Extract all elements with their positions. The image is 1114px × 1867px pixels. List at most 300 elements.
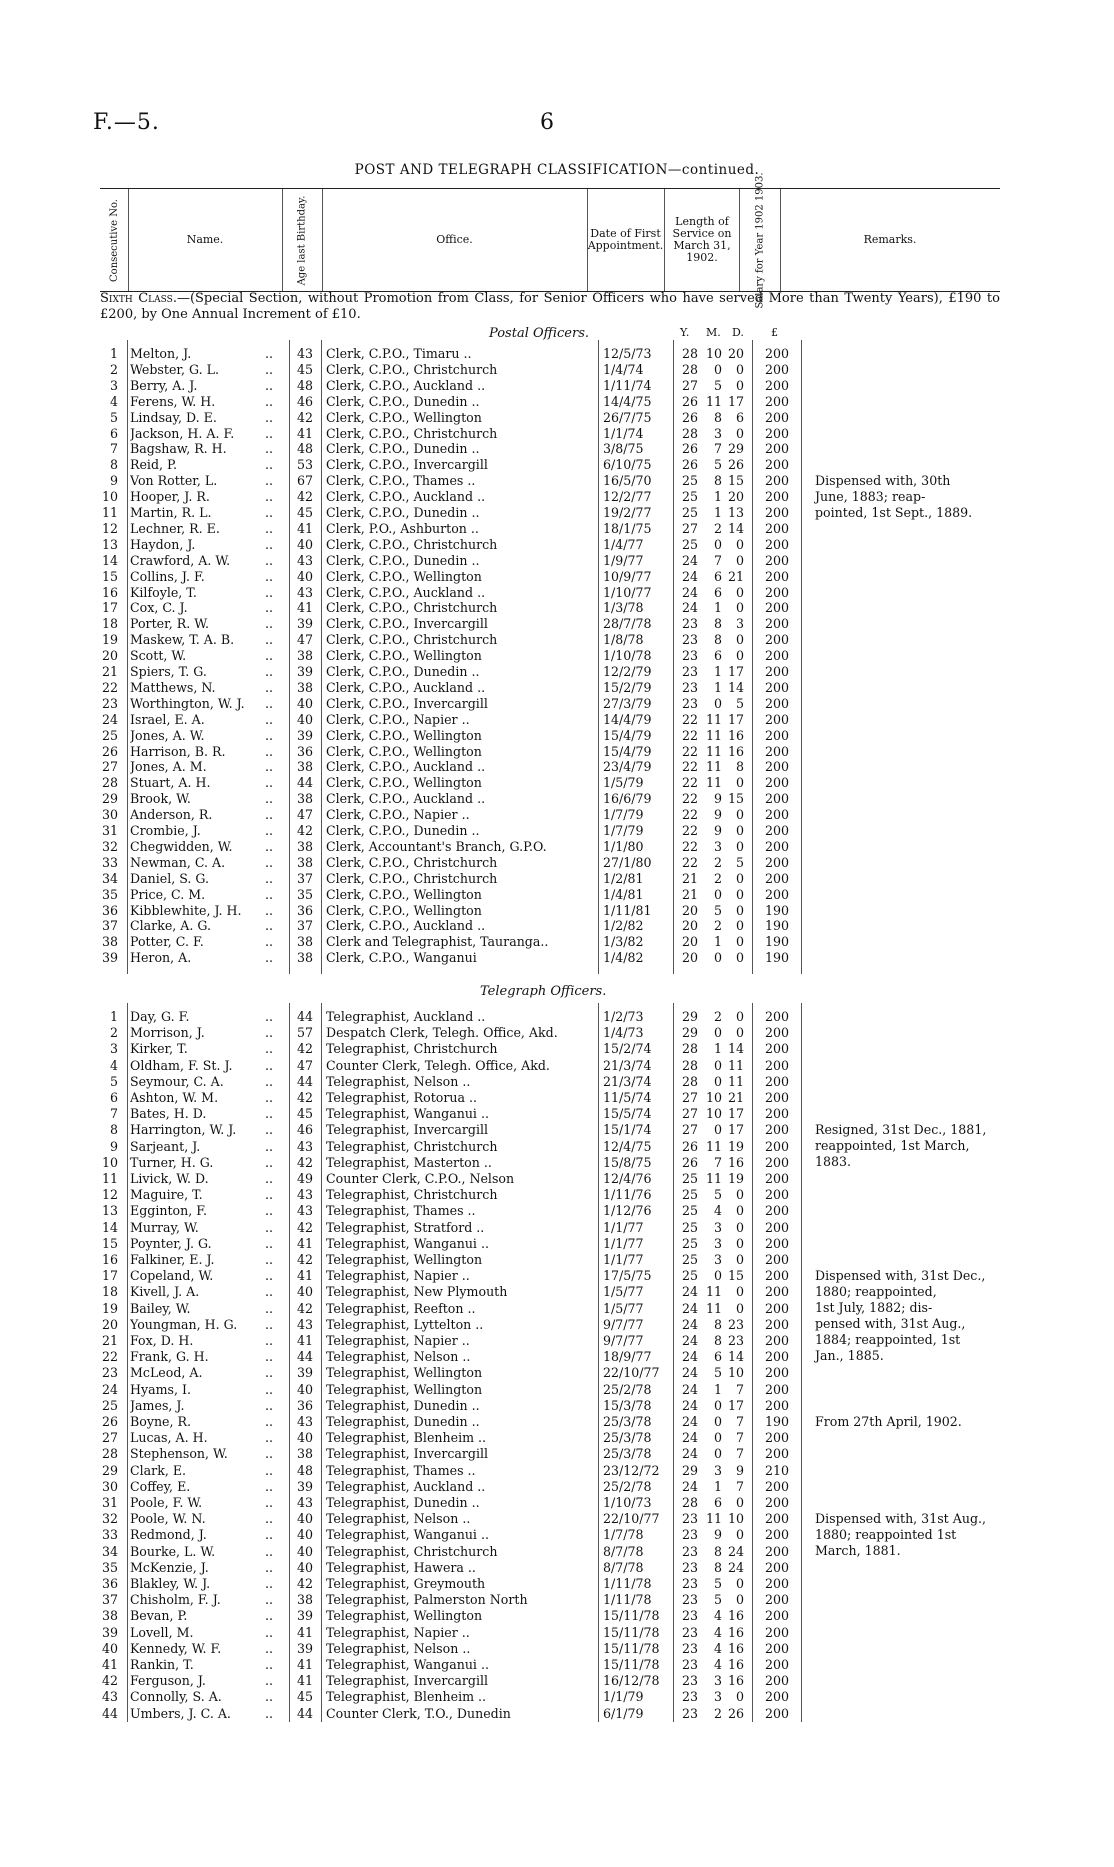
service-years: 23: [681, 1608, 698, 1624]
officer-name: Spiers, T. G.: [130, 664, 207, 679]
row-number: 27: [101, 1430, 118, 1446]
row-number: 5: [109, 1073, 118, 1089]
officer-office: Telegraphist, Wellington: [326, 1252, 483, 1267]
appointment-date: 21/3/74: [603, 1057, 652, 1073]
officer-office: Clerk, Accountant's Branch, G.P.O.: [326, 838, 547, 854]
service-days: 24: [727, 1559, 744, 1575]
salary-value: 200: [764, 1592, 790, 1608]
salary-value: 200: [764, 1559, 790, 1575]
officer-age: 40: [296, 568, 314, 584]
officer-office: Telegraphist, Blenheim ..: [326, 1689, 487, 1705]
leader-dots: ..: [265, 425, 274, 441]
row-number: 17: [101, 1268, 118, 1284]
appointment-date: 1/11/78: [603, 1576, 652, 1591]
appointment-date: 1/12/76: [603, 1203, 652, 1219]
officer-office: Clerk, C.P.O., Christchurch: [326, 870, 498, 886]
salary-value: 200: [764, 1203, 790, 1219]
service-months: 0: [713, 1397, 722, 1413]
service-days: 16: [727, 1640, 744, 1656]
table-row: [0, 346, 1114, 362]
officer-office: Telegraphist, Stratford ..: [326, 1219, 485, 1235]
appointment-date: 12/4/76: [603, 1171, 652, 1186]
row-number: 2: [109, 361, 118, 377]
remark-line: From 27th April, 1902.: [815, 1414, 962, 1429]
service-days: 20: [727, 346, 744, 361]
appointment-date: 1/2/73: [603, 1009, 644, 1024]
officer-name: Kilfoyle, T.: [130, 584, 197, 600]
officer-age: 37: [296, 918, 314, 934]
leader-dots: ..: [265, 1576, 274, 1591]
service-months: 6: [713, 648, 722, 664]
appointment-date: 8/7/78: [603, 1559, 644, 1575]
officer-name: Poole, W. N.: [130, 1511, 206, 1527]
officer-office: Telegraphist, Nelson ..: [326, 1511, 471, 1527]
row-number: 9: [109, 1138, 118, 1154]
col-header-name: Name.: [128, 189, 283, 291]
officer-office: Clerk, C.P.O., Auckland ..: [326, 918, 486, 934]
service-months: 8: [713, 616, 722, 632]
service-months: 9: [713, 807, 722, 823]
officer-office: Counter Clerk, Telegh. Office, Akd.: [326, 1057, 550, 1073]
salary-value: 200: [764, 648, 790, 664]
remark-line: Jan., 1885.: [815, 1348, 884, 1363]
officer-office: Telegraphist, Thames ..: [326, 1203, 476, 1219]
table-row: [0, 632, 1114, 648]
officer-name: Coffey, E.: [130, 1478, 191, 1494]
service-months: 7: [713, 1154, 722, 1170]
service-years: 25: [681, 1171, 698, 1186]
table-row: [0, 728, 1114, 744]
officer-name: Bailey, W.: [130, 1300, 191, 1316]
row-number: 18: [101, 1284, 118, 1300]
officer-name: Hooper, J. R.: [130, 489, 210, 505]
service-years: 28: [681, 1073, 698, 1089]
service-days: 17: [727, 664, 744, 679]
officer-office: Clerk, C.P.O., Napier ..: [326, 711, 470, 727]
service-months: 1: [713, 664, 722, 679]
officer-name: Chisholm, F. J.: [130, 1592, 221, 1608]
table-row: [0, 378, 1114, 394]
service-months: 8: [713, 1316, 722, 1332]
service-days: 0: [735, 823, 744, 838]
units-pound: £: [771, 326, 778, 339]
officer-age: 48: [296, 377, 314, 393]
service-days: 0: [735, 1252, 744, 1267]
salary-value: 190: [764, 950, 790, 966]
row-number: 10: [101, 1154, 118, 1170]
officer-age: 42: [296, 409, 314, 425]
officer-age: 40: [296, 711, 314, 727]
row-number: 19: [101, 632, 118, 648]
appointment-date: 1/10/77: [603, 584, 652, 600]
service-years: 26: [681, 409, 698, 425]
salary-value: 200: [764, 759, 790, 775]
officer-name: Stuart, A. H.: [130, 775, 211, 791]
service-years: 22: [681, 743, 698, 759]
table-row: [0, 664, 1114, 680]
leader-dots: ..: [265, 1527, 274, 1543]
service-months: 5: [713, 377, 722, 393]
service-days: 0: [735, 632, 744, 648]
officer-age: 39: [296, 727, 314, 743]
service-years: 22: [681, 711, 698, 727]
salary-value: 200: [764, 1300, 790, 1316]
officer-office: Telegraphist, Wanganui ..: [326, 1235, 489, 1251]
service-months: 6: [713, 584, 722, 600]
salary-value: 200: [764, 823, 790, 838]
officer-office: Clerk, C.P.O., Auckland ..: [326, 584, 486, 600]
service-months: 5: [713, 1365, 722, 1381]
service-months: 3: [713, 1462, 722, 1478]
officer-age: 53: [296, 457, 314, 473]
officer-office: Telegraphist, Christchurch: [326, 1543, 498, 1559]
table-row: [0, 1463, 1114, 1479]
officer-office: Clerk, C.P.O., Christchurch: [326, 600, 498, 616]
service-days: 17: [727, 393, 744, 409]
leader-dots: ..: [265, 616, 274, 632]
service-days: 0: [735, 1187, 744, 1203]
appointment-date: 9/7/77: [603, 1333, 644, 1348]
appointment-date: 1/7/78: [603, 1527, 644, 1543]
officer-office: Clerk, C.P.O., Auckland ..: [326, 679, 486, 695]
officer-office: Clerk, P.O., Ashburton ..: [326, 520, 479, 536]
officer-name: Jackson, H. A. F.: [130, 425, 235, 441]
row-number: 11: [101, 1171, 118, 1186]
leader-dots: ..: [265, 1381, 274, 1397]
row-number: 33: [101, 1527, 118, 1543]
page-number: 6: [540, 110, 554, 135]
table-row: [0, 1171, 1114, 1187]
service-days: 16: [727, 1673, 744, 1689]
appointment-date: 1/5/77: [603, 1284, 644, 1300]
service-days: 23: [727, 1316, 744, 1332]
row-number: 31: [101, 1495, 118, 1510]
leader-dots: ..: [265, 1252, 274, 1267]
officer-age: 42: [296, 1219, 314, 1235]
appointment-date: 1/1/77: [603, 1252, 644, 1267]
officer-name: McKenzie, J.: [130, 1559, 209, 1575]
col-header-salary: Salary for Year 1902 1903.: [740, 189, 781, 291]
leader-dots: ..: [265, 695, 274, 711]
officer-age: 42: [296, 1576, 314, 1591]
salary-value: 200: [764, 679, 790, 695]
service-years: 24: [681, 1349, 698, 1365]
officer-office: Clerk, C.P.O., Christchurch: [326, 361, 498, 377]
officer-name: Bates, H. D.: [130, 1106, 207, 1122]
officer-age: 39: [296, 616, 314, 632]
officer-office: Telegraphist, Wanganui ..: [326, 1106, 489, 1122]
units-days: D.: [732, 326, 744, 339]
row-number: 17: [101, 600, 118, 616]
officer-age: 44: [296, 775, 314, 791]
service-months: 8: [713, 1333, 722, 1348]
officer-office: Telegraphist, Napier ..: [326, 1624, 470, 1640]
service-years: 24: [681, 1381, 698, 1397]
service-months: 2: [713, 870, 722, 886]
service-days: 0: [735, 838, 744, 854]
appointment-date: 22/10/77: [603, 1365, 660, 1381]
appointment-date: 25/3/78: [603, 1414, 652, 1429]
service-years: 24: [681, 1300, 698, 1316]
officer-office: Clerk, C.P.O., Auckland ..: [326, 489, 486, 505]
table-row: [0, 903, 1114, 919]
officer-age: 41: [296, 425, 314, 441]
leader-dots: ..: [265, 1057, 274, 1073]
service-years: 25: [681, 489, 698, 505]
officer-age: 48: [296, 1462, 314, 1478]
salary-value: 200: [764, 473, 790, 489]
officer-office: Telegraphist, Wellington: [326, 1365, 483, 1381]
officer-name: Rankin, T.: [130, 1657, 194, 1672]
row-number: 18: [101, 616, 118, 632]
salary-value: 200: [764, 616, 790, 632]
officer-age: 42: [296, 1090, 314, 1105]
officer-name: Chegwidden, W.: [130, 838, 233, 854]
service-months: 5: [713, 902, 722, 918]
officer-name: Oldham, F. St. J.: [130, 1057, 233, 1073]
officer-office: Clerk, C.P.O., Wellington: [326, 743, 482, 759]
salary-value: 190: [764, 1414, 790, 1429]
appointment-date: 1/5/79: [603, 775, 644, 791]
appointment-date: 3/8/75: [603, 441, 644, 457]
appointment-date: 1/4/77: [603, 536, 644, 552]
row-number: 30: [101, 807, 118, 823]
appointment-date: 1/4/81: [603, 886, 644, 902]
table-row: [0, 775, 1114, 791]
salary-value: 200: [764, 1705, 790, 1721]
row-number: 14: [101, 552, 118, 568]
officer-office: Clerk, C.P.O., Auckland ..: [326, 759, 486, 775]
remark-line: 1883.: [815, 1154, 852, 1169]
officer-name: Connolly, S. A.: [130, 1689, 222, 1705]
table-row: [0, 585, 1114, 601]
appointment-date: 1/9/77: [603, 552, 644, 568]
salary-value: 200: [764, 1527, 790, 1543]
leader-dots: ..: [265, 918, 274, 934]
appointment-date: 28/7/78: [603, 616, 652, 632]
service-days: 0: [735, 361, 744, 377]
appointment-date: 15/1/74: [603, 1122, 652, 1138]
row-number: 43: [101, 1689, 118, 1705]
col-header-remarks: Remarks.: [863, 233, 917, 246]
service-days: 7: [735, 1381, 744, 1397]
leader-dots: ..: [265, 1511, 274, 1527]
officer-name: Harrison, B. R.: [130, 743, 226, 759]
service-years: 22: [681, 854, 698, 870]
officer-office: Clerk, C.P.O., Wellington: [326, 902, 482, 918]
service-years: 23: [681, 632, 698, 648]
officer-age: 67: [296, 473, 314, 489]
table-row: [0, 1382, 1114, 1398]
row-number: 13: [101, 1203, 118, 1219]
table-row: [0, 934, 1114, 950]
service-years: 25: [681, 1252, 698, 1267]
service-years: 23: [681, 616, 698, 632]
appointment-date: 15/4/79: [603, 743, 652, 759]
document-reference: F.—5.: [93, 110, 160, 135]
remark-line: Dispensed with, 31st Aug.,: [815, 1511, 987, 1526]
service-days: 0: [735, 1527, 744, 1543]
service-days: 0: [735, 1203, 744, 1219]
table-row: [0, 1187, 1114, 1203]
service-days: 19: [727, 1138, 744, 1154]
officer-name: Turner, H. G.: [130, 1154, 214, 1170]
service-months: 11: [705, 1171, 722, 1186]
row-number: 25: [101, 727, 118, 743]
officer-office: Clerk, C.P.O., Christchurch: [326, 632, 498, 648]
table-row: [0, 1495, 1114, 1511]
officer-office: Clerk, C.P.O., Wellington: [326, 727, 482, 743]
service-days: 7: [735, 1478, 744, 1494]
service-days: 0: [735, 1300, 744, 1316]
salary-value: 200: [764, 552, 790, 568]
section-text: —(Special Section, without Promotion from Class, for Senior Officers who have served More than Twenty Years), £190 to £200, by One Annual Increment of £10.: [100, 291, 1000, 322]
remark-line: 1880; reappointed 1st: [815, 1527, 957, 1542]
officer-name: Frank, G. H.: [130, 1349, 209, 1365]
officer-name: Lechner, R. E.: [130, 520, 220, 536]
salary-value: 200: [764, 775, 790, 791]
service-months: 6: [713, 568, 722, 584]
salary-value: 200: [764, 1365, 790, 1381]
row-number: 8: [109, 457, 118, 473]
officer-name: Israel, E. A.: [130, 711, 205, 727]
service-years: 22: [681, 727, 698, 743]
leader-dots: ..: [265, 600, 274, 616]
service-days: 0: [735, 1009, 744, 1024]
table-row: [0, 1203, 1114, 1219]
officer-name: Webster, G. L.: [130, 361, 220, 377]
leader-dots: ..: [265, 743, 274, 759]
appointment-date: 15/2/74: [603, 1041, 652, 1057]
service-years: 29: [681, 1009, 698, 1024]
leader-dots: ..: [265, 1284, 274, 1300]
service-years: 28: [681, 346, 698, 361]
service-days: 3: [735, 616, 744, 632]
officer-name: Kennedy, W. F.: [130, 1640, 222, 1656]
row-number: 34: [101, 870, 118, 886]
service-months: 9: [713, 1527, 722, 1543]
service-months: 3: [713, 1235, 722, 1251]
salary-value: 200: [764, 393, 790, 409]
officer-office: Telegraphist, Dunedin ..: [326, 1495, 480, 1510]
officer-name: Ashton, W. M.: [130, 1090, 219, 1105]
remark-note: [815, 1511, 986, 1559]
service-years: 20: [681, 918, 698, 934]
row-number: 2: [109, 1025, 118, 1041]
table-row: [0, 394, 1114, 410]
service-years: 27: [681, 1106, 698, 1122]
appointment-date: 1/1/80: [603, 838, 644, 854]
service-years: 22: [681, 838, 698, 854]
service-months: 4: [713, 1608, 722, 1624]
units-years: Y.: [680, 326, 690, 339]
officer-office: Clerk, C.P.O., Christchurch: [326, 854, 498, 870]
officer-age: 44: [296, 1009, 314, 1024]
salary-value: 200: [764, 457, 790, 473]
service-years: 29: [681, 1025, 698, 1041]
leader-dots: ..: [265, 1495, 274, 1510]
officer-name: Maskew, T. A. B.: [130, 632, 235, 648]
leader-dots: ..: [265, 1203, 274, 1219]
col-header-age: Age last Birthday.: [282, 189, 323, 291]
salary-value: 200: [764, 711, 790, 727]
salary-value: 200: [764, 807, 790, 823]
table-row: [0, 1090, 1114, 1106]
officer-office: Telegraphist, Hawera ..: [326, 1559, 476, 1575]
table-row: [0, 553, 1114, 569]
officer-name: Scott, W.: [130, 648, 187, 664]
officer-age: 38: [296, 934, 314, 950]
row-number: 4: [109, 1057, 118, 1073]
remark-line: pointed, 1st Sept., 1889.: [815, 505, 973, 520]
service-years: 23: [681, 1624, 698, 1640]
remark-line: 1884; reappointed, 1st: [815, 1332, 961, 1347]
officer-age: 38: [296, 1446, 314, 1462]
service-years: 23: [681, 1559, 698, 1575]
remark-line: June, 1883; reap-: [815, 489, 926, 504]
service-days: 0: [735, 648, 744, 664]
officer-age: 35: [296, 886, 314, 902]
officer-age: 47: [296, 807, 314, 823]
leader-dots: ..: [265, 791, 274, 807]
row-number: 27: [101, 759, 118, 775]
salary-value: 200: [764, 1349, 790, 1365]
row-number: 38: [101, 1608, 118, 1624]
appointment-date: 18/9/77: [603, 1349, 652, 1365]
row-number: 35: [101, 886, 118, 902]
service-years: 24: [681, 1414, 698, 1429]
officer-office: Telegraphist, Invercargill: [326, 1122, 489, 1138]
table-row: [0, 362, 1114, 378]
officer-office: Clerk, C.P.O., Dunedin ..: [326, 664, 480, 679]
service-years: 21: [681, 870, 698, 886]
appointment-date: 1/3/82: [603, 934, 644, 950]
service-days: 19: [727, 1171, 744, 1186]
leader-dots: ..: [265, 727, 274, 743]
officer-age: 57: [296, 1025, 314, 1041]
row-number: 12: [101, 520, 118, 536]
service-years: 24: [681, 1333, 698, 1348]
officer-office: Clerk, C.P.O., Wellington: [326, 648, 482, 664]
leader-dots: ..: [265, 886, 274, 902]
officer-office: Telegraphist, Lyttelton ..: [326, 1316, 484, 1332]
row-number: 6: [109, 1090, 118, 1105]
leader-dots: ..: [265, 807, 274, 823]
appointment-date: 15/11/78: [603, 1657, 660, 1672]
leader-dots: ..: [265, 1106, 274, 1122]
appointment-date: 8/7/78: [603, 1543, 644, 1559]
officer-age: 41: [296, 1624, 314, 1640]
salary-value: 200: [764, 1219, 790, 1235]
service-years: 28: [681, 1057, 698, 1073]
remark-line: pensed with, 31st Aug.,: [815, 1316, 966, 1331]
row-number: 29: [101, 791, 118, 807]
officer-name: Hyams, I.: [130, 1381, 191, 1397]
service-months: 5: [713, 1576, 722, 1591]
service-months: 11: [705, 759, 722, 775]
service-months: 10: [705, 1090, 722, 1105]
service-days: 0: [735, 934, 744, 950]
service-years: 27: [681, 1090, 698, 1105]
salary-value: 200: [764, 1057, 790, 1073]
row-number: 20: [101, 648, 118, 664]
service-days: 0: [735, 1025, 744, 1041]
table-row: [0, 855, 1114, 871]
row-number: 36: [101, 902, 118, 918]
officer-age: 39: [296, 1365, 314, 1381]
leader-dots: ..: [265, 361, 274, 377]
appointment-date: 25/2/78: [603, 1478, 652, 1494]
